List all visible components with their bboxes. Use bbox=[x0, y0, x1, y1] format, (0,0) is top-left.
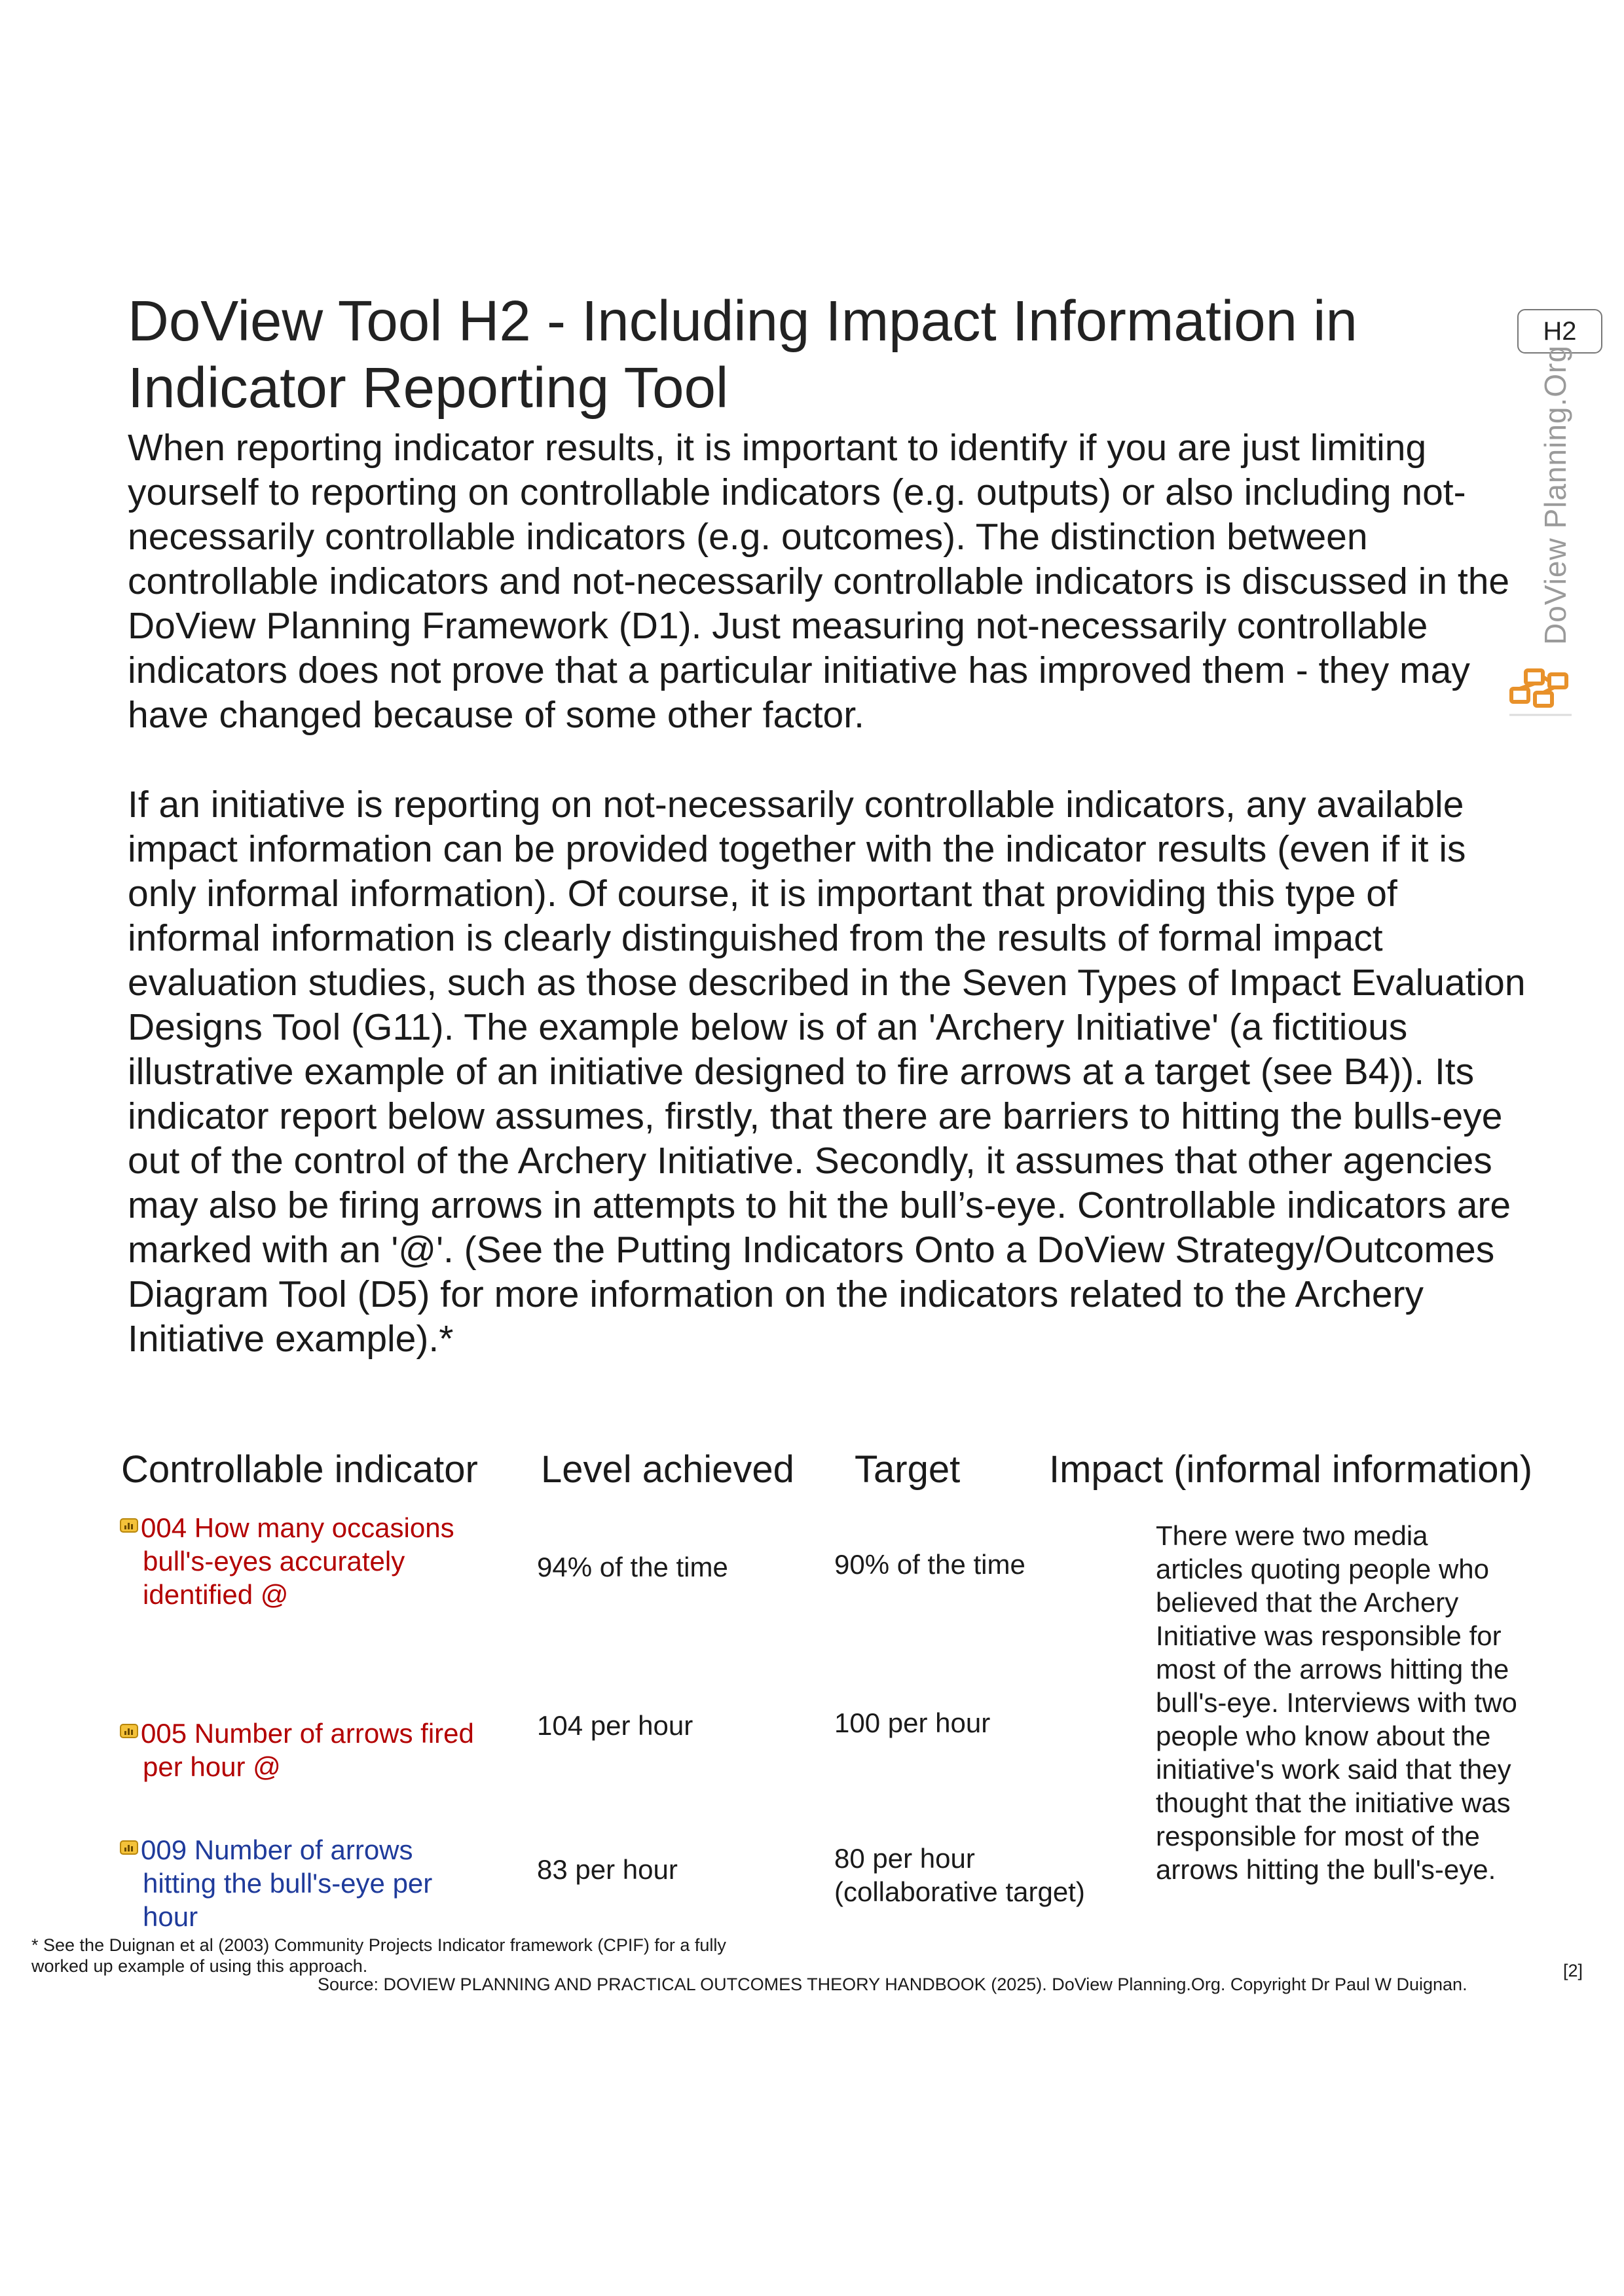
indicator-icon bbox=[120, 1518, 138, 1533]
indicator-icon bbox=[120, 1840, 138, 1855]
level-value: 83 per hour bbox=[537, 1854, 678, 1885]
table-row bbox=[120, 1717, 487, 1783]
brand-text: DoView Planning.Org bbox=[1538, 345, 1572, 645]
level-value: 104 per hour bbox=[537, 1710, 693, 1741]
table-row bbox=[120, 1511, 487, 1611]
header-level: Level achieved bbox=[541, 1448, 794, 1491]
section-tag: H2 bbox=[1517, 309, 1602, 354]
indicator-label: 004 How many occasions bull's-eyes accurately identified @ bbox=[141, 1512, 454, 1610]
header-indicator: Controllable indicator bbox=[121, 1448, 478, 1491]
target-value: 80 per hour (collaborative target) bbox=[834, 1843, 1085, 1907]
intro-paragraph: When reporting indicator results, it is important to identify if you are just limiting yourself to reporting on controllable indicators (e.g. outputs) or also including not-necessarily controllable indicators (e.g. outcomes). The distinction between controllable indicators and not-necessarily controllable indicators is discussed in the DoView Planning Framework (D1). Just measuring not-necessarily controllable indicators does not prove that a particular initiative has improved them - they may have changed because of some other factor. bbox=[128, 427, 1510, 736]
header-target: Target bbox=[855, 1448, 961, 1491]
example-paragraph: If an initiative is reporting on not-necessarily controllable indicators, any available impact information can be provided together with the indicator results (even if it is only informal information). Of course, it is important that providing this type of informal information is clearly distinguished from the results of formal impact evaluation studies, such as those described in the Seven Types of Impact Evaluation Designs Tool (G11). The example below is of an 'Archery Initiative' (a fictitious illustrative example of an initiative designed to fire arrows at a target (see B4)). Its indicator report below assumes, firstly, that there are barriers to hitting the bulls-eye out of the control of the Archery Initiative. Secondly, it assumes that other agencies may also be firing arrows in attempts to hit the bull’s-eye. Controllable indicators are marked with an '@'. (See the Putting Indicators Onto a DoView Strategy/Outcomes Diagram Tool (D5) for more information on the indicators related to the Archery Initiative example).* bbox=[128, 784, 1526, 1360]
header-impact: Impact (informal information) bbox=[1049, 1448, 1533, 1491]
footnote: * See the Duignan et al (2003) Community Projects Indicator framework (CPIF) for a fully worked up example of using this approach. bbox=[31, 1935, 726, 1976]
indicator-label: 009 Number of arrows hitting the bull's-eye per hour bbox=[141, 1834, 433, 1932]
target-value: 100 per hour bbox=[834, 1707, 991, 1738]
table-row bbox=[120, 1833, 487, 1933]
level-value: 94% of the time bbox=[537, 1552, 728, 1582]
source-line: Source: DOVIEW PLANNING AND PRACTICAL OUTCOMES THEORY HANDBOOK (2025). DoView Planning.Org. Copyright Dr Paul W Duignan. bbox=[318, 1975, 1467, 1994]
indicator-icon bbox=[120, 1723, 138, 1739]
page-number: [2] bbox=[1563, 1961, 1583, 1980]
indicator-label: 005 Number of arrows fired per hour @ bbox=[141, 1718, 474, 1782]
impact-text: There were two media articles quoting people who believed that the Archery Initiative was responsible for most of the arrows hitting the bull's-eye. Interviews with two people who know about the initiative's work said that they thought that the initiative was responsible for most of the arrows hitting the bull's-eye. bbox=[1156, 1520, 1517, 1885]
target-value: 90% of the time bbox=[834, 1549, 1025, 1580]
page-title: DoView Tool H2 - Including Impact Information in Indicator Reporting Tool bbox=[128, 289, 1357, 420]
